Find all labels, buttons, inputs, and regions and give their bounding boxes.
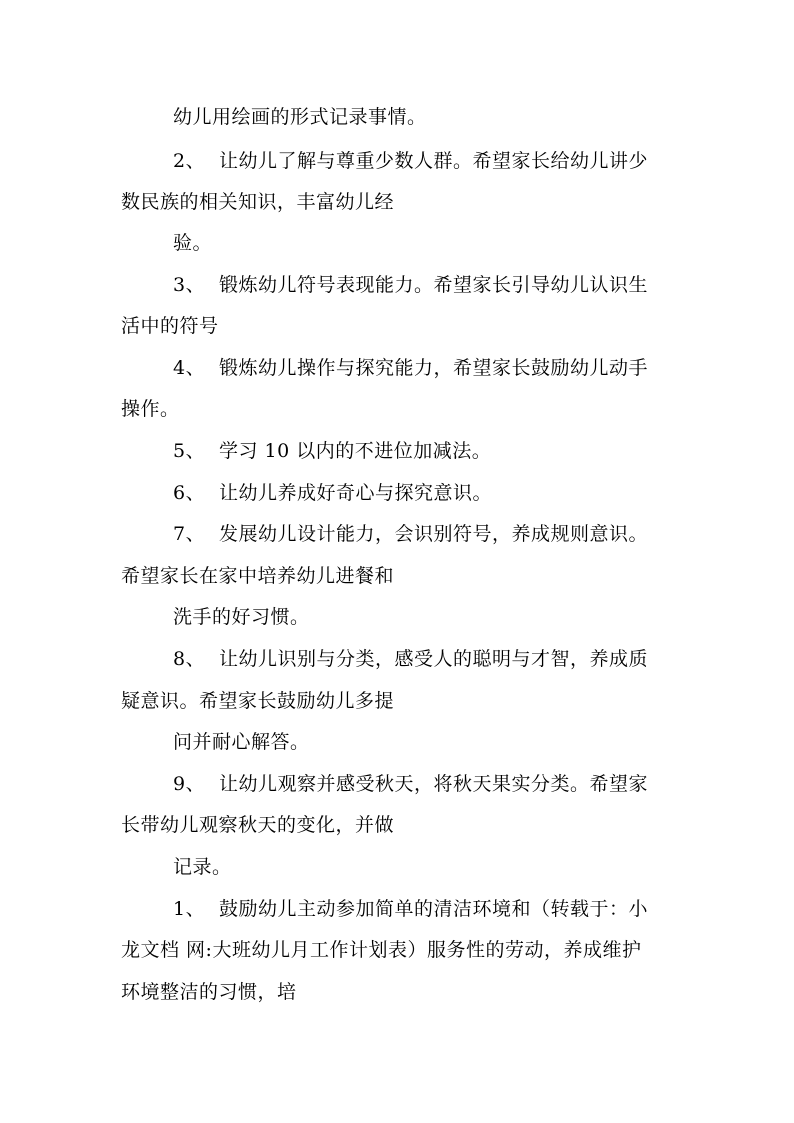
text-line: 活中的符号: [121, 315, 219, 337]
text-line: 长带幼儿观察秋天的变化，并做: [121, 814, 395, 836]
item-number: 9、: [173, 773, 206, 795]
list-item-5: 5、 学习 10 以内的不进位加减法。: [173, 440, 492, 462]
item-number: 2、: [173, 150, 206, 172]
text-line: 幼儿用绘画的形式记录事情。: [173, 106, 427, 128]
item-number: 6、: [173, 482, 206, 504]
text-line: 记录。: [173, 856, 232, 878]
item-number: 8、: [173, 648, 206, 670]
item-number: 4、: [173, 357, 206, 379]
text-line: 验。: [173, 232, 213, 254]
item-number: 7、: [173, 523, 206, 545]
list-item-3: 3、 锻炼幼儿符号表现能力。希望家长引导幼儿认识生: [173, 274, 649, 296]
text-line: 操作。: [121, 398, 180, 420]
list-item-9: 9、 让幼儿观察并感受秋天，将秋天果实分类。希望家: [173, 773, 649, 795]
text-line: 希望家长在家中培养幼儿进餐和: [121, 565, 395, 587]
item-number: 3、: [173, 274, 206, 296]
list-item-7: 7、 发展幼儿设计能力，会识别符号，养成规则意识。: [173, 523, 649, 545]
text-line: 环境整洁的习惯，培: [121, 981, 297, 1003]
text-line: 洗手的好习惯。: [173, 606, 310, 628]
list-item-2: 2、 让幼儿了解与尊重少数人群。希望家长给幼儿讲少: [173, 150, 649, 172]
list-item-8: 8、 让幼儿识别与分类，感受人的聪明与才智，养成质: [173, 648, 649, 670]
text-line: 问并耐心解答。: [173, 731, 310, 753]
list-item-4: 4、 锻炼幼儿操作与探究能力，希望家长鼓励幼儿动手: [173, 357, 649, 379]
text-line: 数民族的相关知识，丰富幼儿经: [121, 191, 395, 213]
text-line: 龙文档 网:大班幼儿月工作计划表）服务性的劳动，养成维护: [121, 939, 642, 961]
list-item-1: 1、 鼓励幼儿主动参加简单的清洁环境和（转载于：小: [173, 898, 649, 920]
item-number: 5、: [173, 440, 206, 462]
list-item-6: 6、 让幼儿养成好奇心与探究意识。: [173, 482, 493, 504]
item-number: 1、: [173, 898, 206, 920]
text-line: 疑意识。希望家长鼓励幼儿多提: [121, 690, 395, 712]
